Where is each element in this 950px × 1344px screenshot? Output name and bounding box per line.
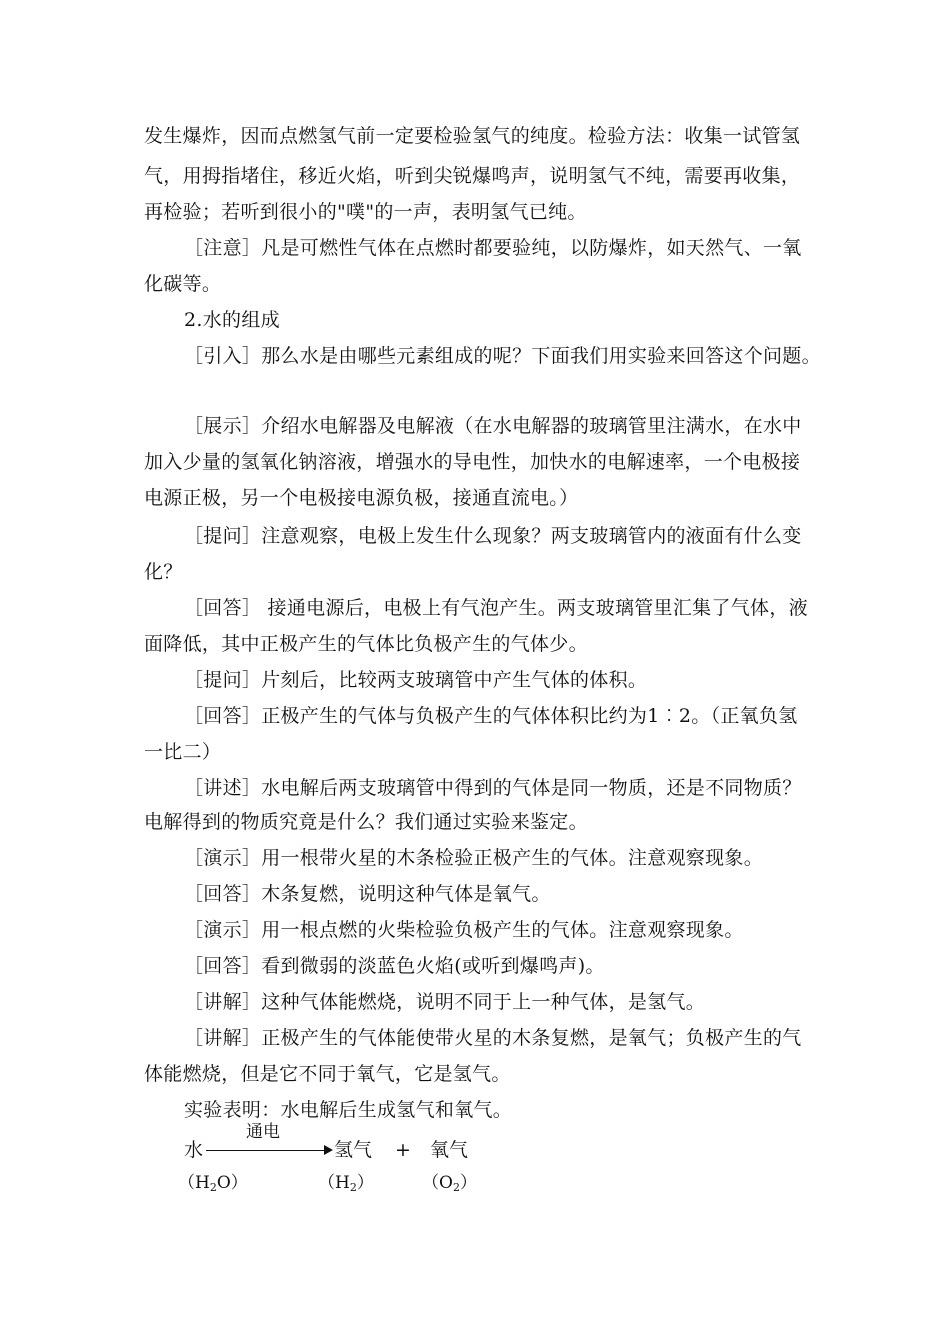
paragraph-line: 化碳等。: [144, 273, 222, 295]
paragraph-line: ［回答］正极产生的气体与负极产生的气体体积比约为1︰2。（正氧负氢: [184, 705, 798, 727]
paragraph-line: 面降低，其中正极产生的气体比负极产生的气体少。: [144, 633, 588, 655]
paragraph-line: 化？: [144, 561, 183, 583]
equation-plus: +: [395, 1139, 411, 1161]
section-heading: 2.水的组成: [184, 309, 280, 331]
formula-oxygen: $(O_2)$: [422, 1173, 477, 1194]
paragraph-line: 电源正极，另一个电极接电源负极，接通直流电。）: [144, 487, 579, 509]
paragraph-line: ［回答］ 接通电源后，电极上有气泡产生。两支玻璃管里汇集了气体，液: [184, 597, 808, 619]
paragraph-line: 电解得到的物质究竟是什么？我们通过实验来鉴定。: [144, 811, 588, 833]
equation-condition: 通电: [246, 1122, 280, 1142]
paragraph-line: 气，用拇指堵住，移近火焰，听到尖锐爆鸣声，说明氢气不纯，需要再收集，: [144, 165, 801, 187]
paragraph-line: ［讲述］水电解后两支玻璃管中得到的气体是同一物质，还是不同物质？: [184, 777, 802, 799]
paragraph-line: ［回答］看到微弱的淡蓝色火焰(或听到爆鸣声)。: [184, 955, 605, 977]
equation-reactant: 水: [184, 1139, 204, 1161]
paragraph-line: 一比二）: [144, 741, 222, 763]
paragraph-line: 加入少量的氢氧化钠溶液，增强水的导电性，加快水的电解速率，一个电极接: [144, 451, 801, 473]
equation-product-oxygen: 氧气: [430, 1139, 469, 1161]
paragraph-line: ［引入］那么水是由哪些元素组成的呢？下面我们用实验来回答这个问题。: [184, 345, 821, 367]
paragraph-line: 实验表明：水电解后生成氢气和氧气。: [184, 1099, 513, 1121]
paragraph-line: ［提问］片刻后，比较两支玻璃管中产生气体的体积。: [184, 669, 648, 691]
paragraph-line: ［演示］用一根点燃的火柴检验负极产生的气体。注意观察现象。: [184, 919, 744, 941]
paragraph-line: 再检验；若听到很小的"噗"的一声，表明氢气已纯。: [144, 201, 587, 223]
formula-water: $(H_2O)$: [178, 1173, 248, 1194]
formula-hydrogen: $(H_2)$: [318, 1173, 374, 1194]
paragraph-line: 发生爆炸，因而点燃氢气前一定要检验氢气的纯度。检验方法：收集一试管氢: [144, 125, 801, 147]
paragraph-line: ［提问］注意观察，电极上发生什么现象？两支玻璃管内的液面有什么变: [184, 525, 802, 547]
paragraph-line: ［演示］用一根带火星的木条检验正极产生的气体。注意观察现象。: [184, 847, 764, 869]
paragraph-line: ［讲解］这种气体能燃烧，说明不同于上一种气体，是氢气。: [184, 991, 706, 1013]
paragraph-line: ［讲解］正极产生的气体能使带火星的木条复燃，是氧气；负极产生的气: [184, 1027, 802, 1049]
paragraph-line: ［注意］凡是可燃性气体在点燃时都要验纯，以防爆炸，如天然气、一氧: [184, 237, 802, 259]
equation-product-hydrogen: 氢气: [334, 1139, 373, 1161]
reaction-arrow-icon: [206, 1140, 334, 1160]
paragraph-line: 体能燃烧，但是它不同于氧气，它是氢气。: [144, 1063, 511, 1085]
paragraph-line: ［回答］木条复燃，说明这种气体是氧气。: [184, 883, 551, 905]
paragraph-line: ［展示］介绍水电解器及电解液（在水电解器的玻璃管里注满水，在水中: [184, 415, 802, 437]
